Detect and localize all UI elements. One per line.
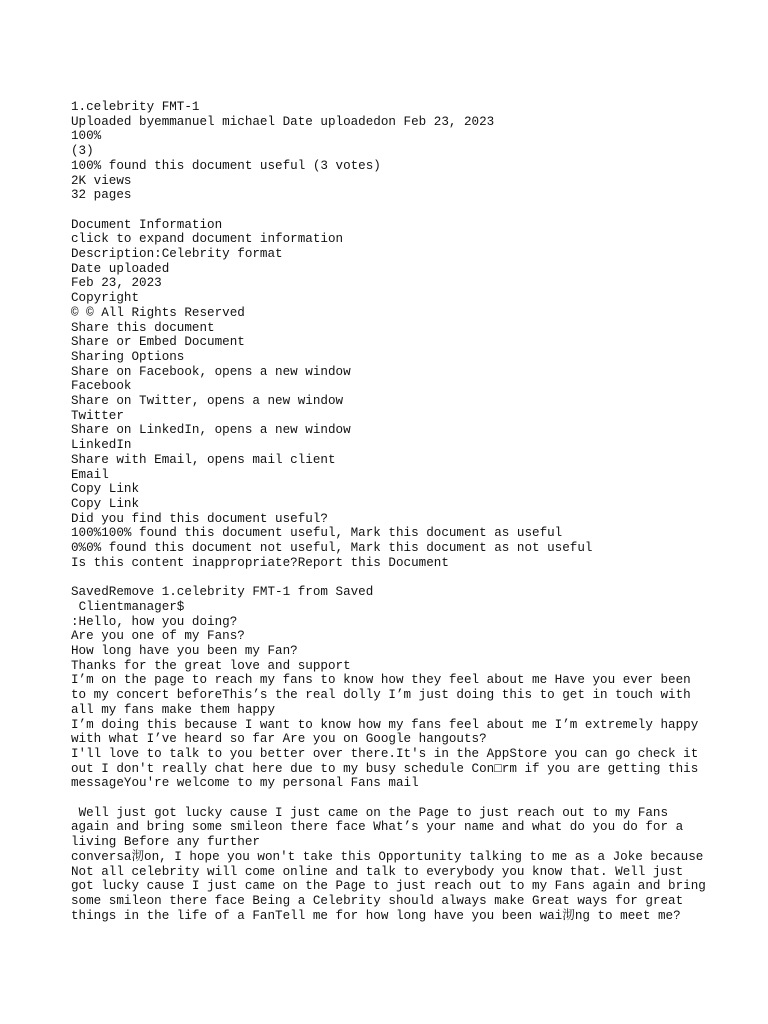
content-paragraph: I’m doing this because I want to know how my fans feel about me I’m extremely happy with what I’ve heard so far Are you on Google hangouts? <box>71 717 706 747</box>
copy-link-button[interactable]: Copy Link <box>71 482 140 497</box>
spacer <box>71 203 711 218</box>
content-paragraph: I’m on the page to reach my fans to know how they feel about me Have you ever been to my concert beforeThis’s the real dolly I’m just doing this to get in touch with all my fans make them happy <box>71 673 699 717</box>
share-facebook-link[interactable]: Share on Facebook, opens a new window <box>71 364 351 379</box>
rating-percent: 100% <box>71 129 102 144</box>
useful-summary: 100% found this document useful (3 votes) <box>71 158 381 173</box>
email-label[interactable]: Email <box>71 467 109 482</box>
expand-info-link[interactable]: click to expand document information <box>71 232 344 247</box>
sharing-options-label: Sharing Options <box>71 349 185 364</box>
content-paragraph: :Hello, how you doing? <box>71 614 238 629</box>
document-text <box>71 100 714 923</box>
content-paragraph: How long have you been my Fan? <box>71 643 298 658</box>
mark-useful-button[interactable]: 100%100% found this document useful, Mark this document as useful <box>71 526 563 541</box>
document-title: 1.celebrity FMT-1 <box>71 100 200 114</box>
facebook-label[interactable]: Facebook <box>71 379 132 394</box>
date-uploaded-value: Feb 23, 2023 <box>71 276 162 291</box>
linkedin-label[interactable]: LinkedIn <box>71 438 132 453</box>
content-paragraph: Thanks for the great love and support <box>71 658 351 673</box>
rating-count: (3) <box>71 144 94 159</box>
mark-not-useful-button[interactable]: 0%0% found this document not useful, Mark this document as not useful <box>71 541 593 556</box>
useful-question: Did you find this document useful? <box>71 511 328 526</box>
copyright-value: © © All Rights Reserved <box>71 305 245 320</box>
date-uploaded-label: Date uploaded <box>71 261 170 276</box>
share-email-link[interactable]: Share with Email, opens mail client <box>71 452 336 467</box>
share-linkedin-link[interactable]: Share on LinkedIn, opens a new window <box>71 423 351 438</box>
share-twitter-link[interactable]: Share on Twitter, opens a new window <box>71 394 344 409</box>
content-paragraph: I'll love to talk to you better over there.It's in the AppStore you can go check it out I don't really chat here due to my busy schedule Con□rm if you are getting this messageYou're welcome to my personal Fans mail <box>71 746 706 791</box>
copyright-label: Copyright <box>71 291 140 306</box>
twitter-label[interactable]: Twitter <box>71 408 124 423</box>
document-info-heading: Document Information <box>71 217 223 232</box>
share-embed-button[interactable]: Share or Embed Document <box>71 335 245 350</box>
share-heading: Share this document <box>71 320 215 335</box>
report-document-link[interactable]: Is this content inappropriate?Report this Document <box>71 555 449 570</box>
view-count: 2K views <box>71 173 132 188</box>
content-paragraph: Well just got lucky cause I just came on the Page to just reach out to my Fans again and bring some smileon there face What’s your name and what do you do for a living Before any further <box>71 805 691 850</box>
content-paragraph: Are you one of my Fans? <box>71 629 245 644</box>
spacer <box>71 791 711 806</box>
copy-link-label[interactable]: Copy Link <box>71 496 140 511</box>
content-paragraph: conversa沏on, I hope you won't take this Opportunity talking to me as a Joke because Not all celebrity will come online and talk to everybody you know that. Well just got lucky cause I just came on the Page to just reach out to my Fans again and bring some smileon there face Being a Celebrity should always make Great ways for great things in the life of a FanTell me for how long have you been wai沏ng to meet me? <box>71 849 714 923</box>
uploader-line: Uploaded byemmanuel michael Date uploadedon Feb 23, 2023 <box>71 114 495 129</box>
description-text: Description:Celebrity format <box>71 247 283 262</box>
client-manager-line: Clientmanager$ <box>71 599 185 614</box>
page-count: 32 pages <box>71 188 132 203</box>
spacer <box>71 570 711 585</box>
saved-remove-button[interactable]: SavedRemove 1.celebrity FMT-1 from Saved <box>71 585 374 600</box>
